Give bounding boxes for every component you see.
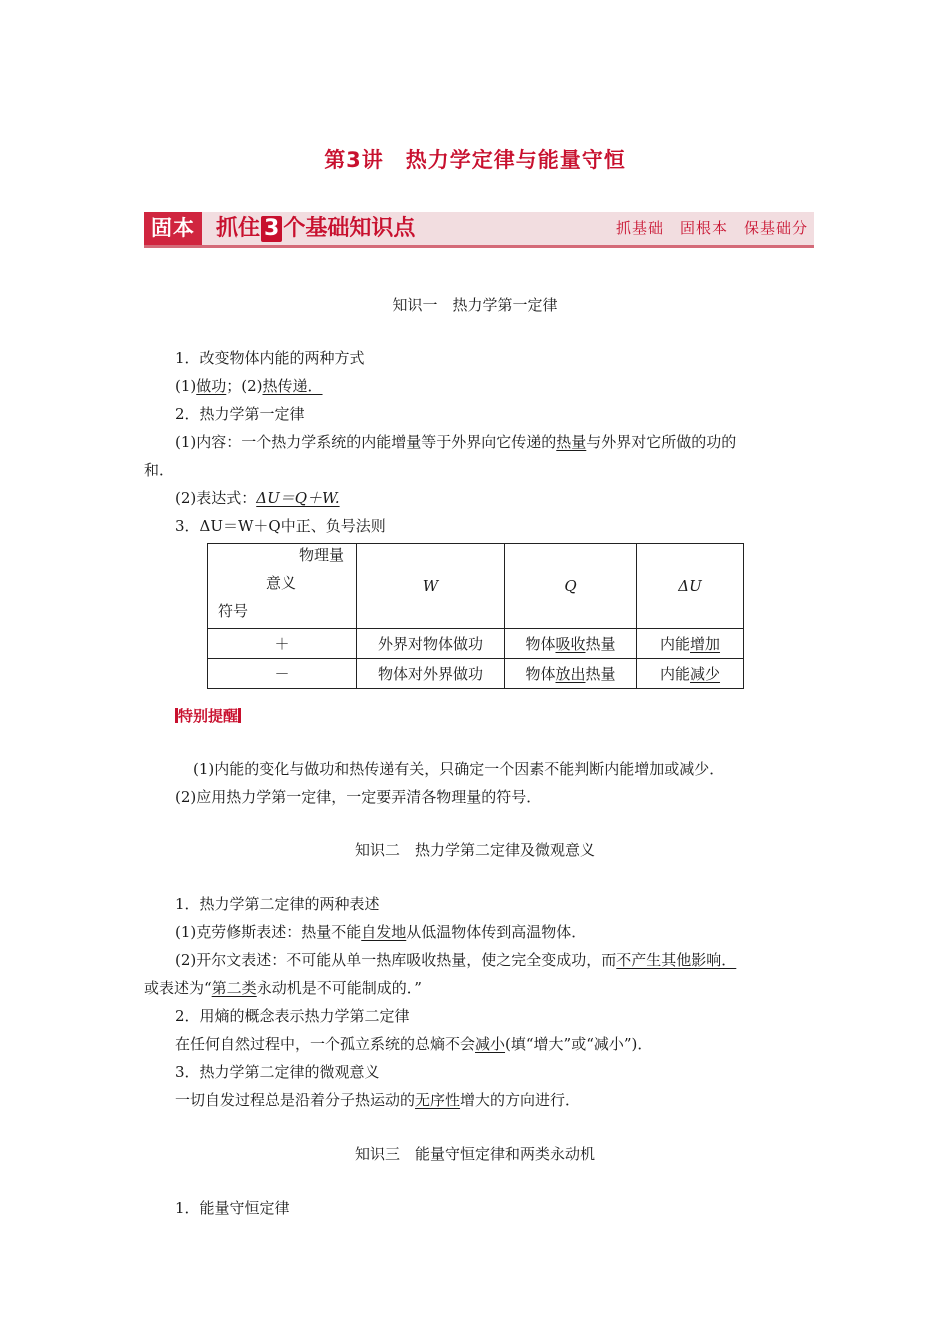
header-delta-u: ΔU <box>637 544 744 629</box>
banner-tag: 固本 <box>144 212 202 245</box>
cell-q-plus <box>505 629 637 659</box>
blank-answer: 热传递． <box>262 377 323 395</box>
s2-line6-a: 在任何自然过程中，一个孤立系统的总熵不会 <box>175 1035 476 1053</box>
table-row <box>208 629 744 659</box>
section2-heading: 知识二 热力学第二定律及微观意义 <box>354 841 595 859</box>
sign-plus: ＋ <box>208 629 357 659</box>
s2-line8 <box>175 1089 580 1110</box>
blank-answer: 做功 <box>196 377 227 395</box>
section1-heading: 知识一 热力学第一定律 <box>392 296 558 314</box>
blank-answer: 放出 <box>555 665 586 683</box>
section-banner <box>144 212 814 250</box>
blank-answer: 减小 <box>475 1035 506 1053</box>
s2-line3-a: (2)开尔文表述：不可能从单一热库吸收热量，使之完全变成功，而 <box>175 951 617 969</box>
cell-w-plus: 外界对物体做功 <box>357 629 505 659</box>
s2-line5: 2．用熵的概念表示热力学第二定律 <box>175 1007 410 1025</box>
s2-line7: 3．热力学第二定律的微观意义 <box>175 1063 380 1081</box>
s2-line4 <box>144 977 422 998</box>
cell-u-plus <box>637 629 744 659</box>
cell-text: 内能 <box>659 665 690 683</box>
reminder-line1: (1)内能的变化与做功和热传递有关，只确定一个因素不能判断内能增加或减少． <box>193 760 725 778</box>
s1-line2-b: ；(2) <box>226 377 263 395</box>
table-row <box>208 659 744 689</box>
s2-line4-a: 或表述为“ <box>144 979 212 997</box>
s2-line3 <box>175 949 736 970</box>
s1-line2-a: (1) <box>175 377 197 395</box>
sign-rule-table <box>207 543 744 689</box>
s2-line8-b: 增大的方向进行． <box>460 1091 581 1109</box>
cell-u-minus <box>637 659 744 689</box>
s1-line6 <box>175 487 340 508</box>
cell-w-minus: 物体对外界做功 <box>357 659 505 689</box>
special-reminder-label <box>175 705 241 726</box>
blank-answer: 不产生其他影响． <box>616 951 737 969</box>
s3-line1: 1．能量守恒定律 <box>175 1199 290 1217</box>
cell-text: 热量 <box>585 665 616 683</box>
s1-line4-a: (1)内容：一个热力学系统的内能增量等于外界向它传递的 <box>175 433 557 451</box>
cell-text: 内能 <box>659 635 690 653</box>
reminder-label-text: 特别提醒 <box>178 707 239 725</box>
banner-main-suffix: 个基础知识点 <box>283 216 416 241</box>
cell-text: 物体 <box>525 635 556 653</box>
blank-answer: 增加 <box>690 635 721 653</box>
s2-line6-b: (填“增大”或“减小”)． <box>505 1035 653 1053</box>
blank-answer: ΔU＝Q＋W. <box>256 489 340 507</box>
diag-label-mid: 意义 <box>266 574 297 592</box>
reminder-line2: (2)应用热力学第一定律，一定要弄清各物理量的符号． <box>175 788 542 806</box>
diag-label-bot: 符号 <box>218 602 249 620</box>
table-header-row <box>208 544 744 629</box>
cell-text: 热量 <box>585 635 616 653</box>
blank-answer: 第二类 <box>211 979 257 997</box>
s1-line6-a: (2)表达式： <box>175 489 257 507</box>
s2-line2-a: (1)克劳修斯表述：热量不能 <box>175 923 362 941</box>
s2-line8-a: 一切自发过程总是沿着分子热运动的 <box>175 1091 416 1109</box>
banner-main-text <box>216 212 415 245</box>
s2-line6 <box>175 1033 652 1054</box>
blank-answer: 吸收 <box>555 635 586 653</box>
blank-answer: 自发地 <box>361 923 407 941</box>
s1-line7: 3．ΔU＝W＋Q中正、负号法则 <box>175 517 386 535</box>
blank-answer: 减少 <box>690 665 721 683</box>
s1-line4-b: 与外界对它所做的功的 <box>586 433 737 451</box>
s2-line2 <box>175 921 586 942</box>
s2-line4-b: 永动机是不可能制成的．” <box>256 979 422 997</box>
header-w: W <box>357 544 505 629</box>
blank-answer: 热量 <box>556 433 587 451</box>
reminder-bar-right <box>238 708 241 723</box>
s2-line1: 1．热力学第二定律的两种表述 <box>175 895 380 913</box>
s2-line2-b: 从低温物体传到高温物体． <box>406 923 587 941</box>
page-title: 第3讲 热力学定律与能量守恒 <box>324 148 626 172</box>
banner-main-prefix: 抓住 <box>216 216 261 241</box>
s1-line2 <box>175 375 323 396</box>
header-q: Q <box>505 544 637 629</box>
cell-q-minus <box>505 659 637 689</box>
blank-answer: 无序性 <box>415 1091 461 1109</box>
s1-line4 <box>175 431 736 452</box>
diag-label-top: 物理量 <box>299 546 345 564</box>
banner-subtitle: 抓基础 固根本 保基础分 <box>615 219 808 237</box>
diagonal-header-cell <box>208 544 357 629</box>
banner-underline <box>144 245 814 248</box>
sign-minus: － <box>208 659 357 689</box>
s1-line1: 1．改变物体内能的两种方式 <box>175 349 365 367</box>
banner-number-badge: 3 <box>261 216 282 242</box>
s1-line5: 和． <box>144 461 175 479</box>
section3-heading: 知识三 能量守恒定律和两类永动机 <box>354 1145 595 1163</box>
cell-text: 物体 <box>525 665 556 683</box>
s1-line3: 2．热力学第一定律 <box>175 405 305 423</box>
